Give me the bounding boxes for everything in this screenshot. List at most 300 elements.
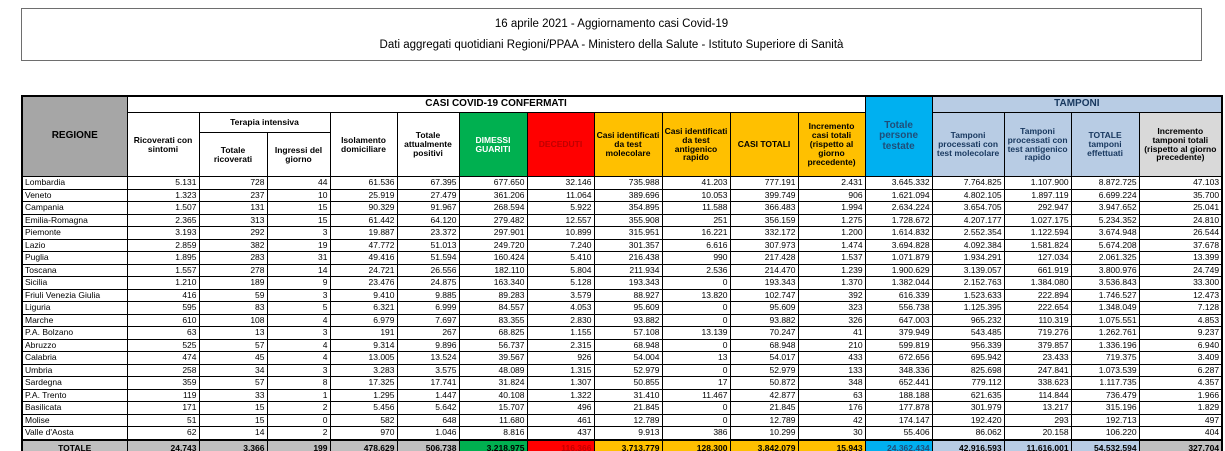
value-cell: 2.830: [527, 314, 594, 327]
col-header-totale-ricoverati: Totale ricoverati: [199, 133, 267, 177]
table-row: [22, 202, 1222, 215]
value-cell: 2.152.763: [932, 277, 1004, 290]
value-cell: 89.283: [459, 289, 527, 302]
value-cell: 4.053: [527, 302, 594, 315]
value-cell: 315.196: [1071, 402, 1139, 415]
value-cell: 1: [267, 389, 330, 402]
value-cell: 496: [527, 402, 594, 415]
table-row: [22, 277, 1222, 290]
value-cell: 1.125.395: [932, 302, 1004, 315]
table-row: [22, 289, 1222, 302]
region-name-cell: Marche: [22, 314, 127, 327]
value-cell: 326: [798, 314, 865, 327]
value-cell: 382: [199, 239, 267, 252]
value-cell: 719.276: [1004, 327, 1071, 340]
value-cell: 4: [267, 314, 330, 327]
value-cell: 595: [127, 302, 199, 315]
col-header-ingressi-del-giorno: Ingressi del giorno: [267, 133, 330, 177]
value-cell: 93.882: [730, 314, 798, 327]
value-cell: 1.239: [798, 264, 865, 277]
value-cell: 379.857: [1004, 339, 1071, 352]
value-cell: 49.416: [330, 252, 397, 265]
value-cell: 356.159: [730, 214, 798, 227]
value-cell: 34: [199, 364, 267, 377]
value-cell: 211.934: [594, 264, 662, 277]
value-cell: 1.447: [397, 389, 459, 402]
value-cell: 237: [199, 189, 267, 202]
value-cell: 556.738: [865, 302, 932, 315]
value-cell: 3.575: [397, 364, 459, 377]
value-cell: 188.188: [865, 389, 932, 402]
group-header-tamponi: TAMPONI: [932, 96, 1222, 113]
value-cell: 1.900.629: [865, 264, 932, 277]
value-cell: 0: [662, 364, 730, 377]
value-cell: 970: [330, 427, 397, 440]
value-cell: 1.348.049: [1071, 302, 1139, 315]
value-cell: 11.064: [527, 189, 594, 202]
col-header-totale-attualmente-positivi: Totale attualmente positivi: [397, 113, 459, 177]
value-cell: 279.482: [459, 214, 527, 227]
value-cell: 392: [798, 289, 865, 302]
value-cell: 59: [199, 289, 267, 302]
value-cell: 1.315: [527, 364, 594, 377]
value-cell: 728: [199, 177, 267, 190]
value-cell: 5.234.352: [1071, 214, 1139, 227]
value-cell: 11.588: [662, 202, 730, 215]
value-cell: 37.678: [1139, 239, 1222, 252]
value-cell: 1.895: [127, 252, 199, 265]
value-cell: 1.557: [127, 264, 199, 277]
value-cell: 27.479: [397, 189, 459, 202]
value-cell: 102.747: [730, 289, 798, 302]
value-cell: 9.913: [594, 427, 662, 440]
value-cell: 1.323: [127, 189, 199, 202]
value-cell: 9.237: [1139, 327, 1222, 340]
value-cell: 3.800.976: [1071, 264, 1139, 277]
value-cell: 293: [1004, 414, 1071, 427]
col-header-terapia-intensiva: Terapia intensiva: [199, 113, 330, 133]
value-cell: 0: [662, 277, 730, 290]
value-cell: 267: [397, 327, 459, 340]
value-cell: 21.845: [594, 402, 662, 415]
value-cell: 6.616: [662, 239, 730, 252]
region-name-cell: P.A. Trento: [22, 389, 127, 402]
value-cell: 119: [127, 389, 199, 402]
value-cell: 67.395: [397, 177, 459, 190]
value-cell: 24.875: [397, 277, 459, 290]
value-cell: 15: [267, 214, 330, 227]
value-cell: 51: [127, 414, 199, 427]
totals-value-cell: 3.842.079: [730, 440, 798, 451]
value-cell: 114.844: [1004, 389, 1071, 402]
value-cell: 1.474: [798, 239, 865, 252]
value-cell: 17.741: [397, 377, 459, 390]
value-cell: 1.027.175: [1004, 214, 1071, 227]
totals-value-cell: 116.366: [527, 440, 594, 451]
value-cell: 15: [199, 414, 267, 427]
value-cell: 23.433: [1004, 352, 1071, 365]
table-row: [22, 302, 1222, 315]
value-cell: 348.336: [865, 364, 932, 377]
col-header-isolamento-domiciliare: Isolamento domiciliare: [330, 113, 397, 177]
region-name-cell: Puglia: [22, 252, 127, 265]
value-cell: 1.122.594: [1004, 227, 1071, 240]
value-cell: 6.699.224: [1071, 189, 1139, 202]
value-cell: 174.147: [865, 414, 932, 427]
value-cell: 525: [127, 339, 199, 352]
value-cell: 677.650: [459, 177, 527, 190]
table-row: [22, 352, 1222, 365]
value-cell: 19: [267, 239, 330, 252]
value-cell: 652.441: [865, 377, 932, 390]
value-cell: 389.696: [594, 189, 662, 202]
value-cell: 61.536: [330, 177, 397, 190]
value-cell: 1.523.633: [932, 289, 1004, 302]
value-cell: 15: [199, 402, 267, 415]
value-cell: 3: [267, 327, 330, 340]
value-cell: 68.825: [459, 327, 527, 340]
value-cell: 1.155: [527, 327, 594, 340]
value-cell: 1.307: [527, 377, 594, 390]
value-cell: 50.855: [594, 377, 662, 390]
value-cell: 7.697: [397, 314, 459, 327]
value-cell: 1.275: [798, 214, 865, 227]
value-cell: 1.829: [1139, 402, 1222, 415]
value-cell: 2.431: [798, 177, 865, 190]
value-cell: 3.579: [527, 289, 594, 302]
value-cell: 12.789: [730, 414, 798, 427]
value-cell: 13: [662, 352, 730, 365]
value-cell: 90.329: [330, 202, 397, 215]
value-cell: 13.217: [1004, 402, 1071, 415]
value-cell: 176: [798, 402, 865, 415]
value-cell: 9.885: [397, 289, 459, 302]
value-cell: 25.919: [330, 189, 397, 202]
col-header-casi-test-molecolare: Casi identificati da test molecolare: [594, 113, 662, 177]
value-cell: 990: [662, 252, 730, 265]
value-cell: 297.901: [459, 227, 527, 240]
value-cell: 51.013: [397, 239, 459, 252]
value-cell: 193.343: [594, 277, 662, 290]
value-cell: 8.872.725: [1071, 177, 1139, 190]
value-cell: 41: [798, 327, 865, 340]
value-cell: 647.003: [865, 314, 932, 327]
value-cell: 2.859: [127, 239, 199, 252]
value-cell: 40.108: [459, 389, 527, 402]
value-cell: 35.700: [1139, 189, 1222, 202]
value-cell: 24.810: [1139, 214, 1222, 227]
value-cell: 4.357: [1139, 377, 1222, 390]
value-cell: 437: [527, 427, 594, 440]
value-cell: 332.172: [730, 227, 798, 240]
region-name-cell: Veneto: [22, 189, 127, 202]
table-row: [22, 389, 1222, 402]
totals-value-cell: 3.218.975: [459, 440, 527, 451]
value-cell: 1.075.551: [1071, 314, 1139, 327]
value-cell: 6.287: [1139, 364, 1222, 377]
value-cell: 192.713: [1071, 414, 1139, 427]
value-cell: 160.424: [459, 252, 527, 265]
value-cell: 10: [267, 189, 330, 202]
value-cell: 3.654.705: [932, 202, 1004, 215]
region-name-cell: Abruzzo: [22, 339, 127, 352]
value-cell: 47.103: [1139, 177, 1222, 190]
value-cell: 301.357: [594, 239, 662, 252]
value-cell: 965.232: [932, 314, 1004, 327]
table-row: [22, 364, 1222, 377]
value-cell: 45: [199, 352, 267, 365]
value-cell: 1.581.824: [1004, 239, 1071, 252]
table-row: [22, 227, 1222, 240]
value-cell: 1.262.761: [1071, 327, 1139, 340]
value-cell: 214.470: [730, 264, 798, 277]
value-cell: 736.479: [1071, 389, 1139, 402]
value-cell: 1.071.879: [865, 252, 932, 265]
value-cell: 1.210: [127, 277, 199, 290]
value-cell: 1.200: [798, 227, 865, 240]
value-cell: 1.994: [798, 202, 865, 215]
value-cell: 610: [127, 314, 199, 327]
totals-value-cell: 15.943: [798, 440, 865, 451]
value-cell: 8.816: [459, 427, 527, 440]
totals-value-cell: 3.366: [199, 440, 267, 451]
value-cell: 15: [267, 202, 330, 215]
bulletin-subtitle: Dati aggregati quotidiani Regioni/PPAA - Ministero della Salute - Istituto Superiore di Sanità: [379, 39, 844, 51]
value-cell: 386: [662, 427, 730, 440]
value-cell: 63: [798, 389, 865, 402]
value-cell: 222.894: [1004, 289, 1071, 302]
value-cell: 86.062: [932, 427, 1004, 440]
col-header-casi-totali: CASI TOTALI: [730, 113, 798, 177]
value-cell: 57: [199, 339, 267, 352]
table-row: [22, 377, 1222, 390]
value-cell: 13.005: [330, 352, 397, 365]
table-row: [22, 239, 1222, 252]
value-cell: 1.728.672: [865, 214, 932, 227]
value-cell: 31.824: [459, 377, 527, 390]
value-cell: 307.973: [730, 239, 798, 252]
value-cell: 0: [267, 414, 330, 427]
value-cell: 3.139.057: [932, 264, 1004, 277]
value-cell: 14: [267, 264, 330, 277]
value-cell: 1.537: [798, 252, 865, 265]
region-name-cell: Valle d'Aosta: [22, 427, 127, 440]
value-cell: 1.322: [527, 389, 594, 402]
value-cell: 11.467: [662, 389, 730, 402]
group-header-casi-confermati: CASI COVID-19 CONFERMATI: [127, 96, 865, 113]
value-cell: 5.922: [527, 202, 594, 215]
value-cell: 474: [127, 352, 199, 365]
value-cell: 2.365: [127, 214, 199, 227]
value-cell: 825.698: [932, 364, 1004, 377]
value-cell: 192.420: [932, 414, 1004, 427]
value-cell: 404: [1139, 427, 1222, 440]
value-cell: 1.507: [127, 202, 199, 215]
value-cell: 62: [127, 427, 199, 440]
value-cell: 313: [199, 214, 267, 227]
col-header-persone-testate: Totale persone testate: [865, 96, 932, 177]
value-cell: 32.146: [527, 177, 594, 190]
value-cell: 906: [798, 189, 865, 202]
value-cell: 1.384.080: [1004, 277, 1071, 290]
value-cell: 191: [330, 327, 397, 340]
value-cell: 39.567: [459, 352, 527, 365]
totals-row: [22, 440, 1222, 451]
value-cell: 68.948: [594, 339, 662, 352]
value-cell: 497: [1139, 414, 1222, 427]
region-name-cell: Piemonte: [22, 227, 127, 240]
value-cell: 3.409: [1139, 352, 1222, 365]
value-cell: 33: [199, 389, 267, 402]
value-cell: 70.247: [730, 327, 798, 340]
region-name-cell: Emilia-Romagna: [22, 214, 127, 227]
value-cell: 3: [267, 364, 330, 377]
bulletin-title: 16 aprile 2021 - Aggiornamento casi Covid-19: [494, 18, 729, 30]
value-cell: 1.746.527: [1071, 289, 1139, 302]
value-cell: 315.951: [594, 227, 662, 240]
value-cell: 57: [199, 377, 267, 390]
table-row: [22, 427, 1222, 440]
table-row: [22, 402, 1222, 415]
value-cell: 17.325: [330, 377, 397, 390]
region-name-cell: Sardegna: [22, 377, 127, 390]
value-cell: 7.764.825: [932, 177, 1004, 190]
value-cell: 23.476: [330, 277, 397, 290]
region-name-cell: Calabria: [22, 352, 127, 365]
value-cell: 648: [397, 414, 459, 427]
value-cell: 672.656: [865, 352, 932, 365]
value-cell: 11.680: [459, 414, 527, 427]
region-name-cell: P.A. Bolzano: [22, 327, 127, 340]
value-cell: 0: [662, 414, 730, 427]
value-cell: 283: [199, 252, 267, 265]
value-cell: 2: [267, 402, 330, 415]
value-cell: 2.634.224: [865, 202, 932, 215]
region-name-cell: Lazio: [22, 239, 127, 252]
value-cell: 355.908: [594, 214, 662, 227]
value-cell: 926: [527, 352, 594, 365]
value-cell: 54.017: [730, 352, 798, 365]
value-cell: 5.804: [527, 264, 594, 277]
value-cell: 9.410: [330, 289, 397, 302]
value-cell: 0: [662, 314, 730, 327]
value-cell: 1.621.094: [865, 189, 932, 202]
value-cell: 1.336.196: [1071, 339, 1139, 352]
value-cell: 2.315: [527, 339, 594, 352]
value-cell: 9: [267, 277, 330, 290]
value-cell: 4.853: [1139, 314, 1222, 327]
value-cell: 2.061.325: [1071, 252, 1139, 265]
covid-data-table: [21, 95, 1223, 451]
value-cell: 93.882: [594, 314, 662, 327]
value-cell: 16.221: [662, 227, 730, 240]
value-cell: 14: [199, 427, 267, 440]
value-cell: 4.802.105: [932, 189, 1004, 202]
col-header-casi-test-antigenico: Casi identificati da test antigenico rapido: [662, 113, 730, 177]
value-cell: 3.694.828: [865, 239, 932, 252]
col-header-incremento-tamponi: Incremento tamponi totali (rispetto al giorno precedente): [1139, 113, 1222, 177]
value-cell: 616.339: [865, 289, 932, 302]
region-name-cell: Toscana: [22, 264, 127, 277]
region-name-cell: Umbria: [22, 364, 127, 377]
value-cell: 13.820: [662, 289, 730, 302]
value-cell: 24.749: [1139, 264, 1222, 277]
value-cell: 4.092.384: [932, 239, 1004, 252]
value-cell: 5.131: [127, 177, 199, 190]
value-cell: 433: [798, 352, 865, 365]
totals-value-cell: 42.916.593: [932, 440, 1004, 451]
value-cell: 30: [798, 427, 865, 440]
value-cell: 12.789: [594, 414, 662, 427]
value-cell: 189: [199, 277, 267, 290]
table-row: [22, 252, 1222, 265]
value-cell: 68.948: [730, 339, 798, 352]
value-cell: 0: [662, 402, 730, 415]
value-cell: 416: [127, 289, 199, 302]
value-cell: 91.967: [397, 202, 459, 215]
region-name-cell: Lombardia: [22, 177, 127, 190]
value-cell: 44: [267, 177, 330, 190]
value-cell: 56.737: [459, 339, 527, 352]
value-cell: 338.623: [1004, 377, 1071, 390]
value-cell: 83.355: [459, 314, 527, 327]
value-cell: 193.343: [730, 277, 798, 290]
value-cell: 3.193: [127, 227, 199, 240]
value-cell: 4: [267, 352, 330, 365]
value-cell: 5.456: [330, 402, 397, 415]
value-cell: 361.206: [459, 189, 527, 202]
value-cell: 42.877: [730, 389, 798, 402]
totals-label-cell: TOTALE: [22, 440, 127, 451]
value-cell: 359: [127, 377, 199, 390]
value-cell: 1.295: [330, 389, 397, 402]
totals-value-cell: 199: [267, 440, 330, 451]
value-cell: 110.319: [1004, 314, 1071, 327]
col-header-tamponi-antigenico: Tamponi processati con test antigenico rapido: [1004, 113, 1071, 177]
value-cell: 41.203: [662, 177, 730, 190]
value-cell: 621.635: [932, 389, 1004, 402]
value-cell: 3.947.652: [1071, 202, 1139, 215]
value-cell: 182.110: [459, 264, 527, 277]
value-cell: 88.927: [594, 289, 662, 302]
value-cell: 6.999: [397, 302, 459, 315]
value-cell: 366.483: [730, 202, 798, 215]
col-header-incremento-casi: Incremento casi totali (rispetto al giorno precedente): [798, 113, 865, 177]
value-cell: 3.674.948: [1071, 227, 1139, 240]
value-cell: 83: [199, 302, 267, 315]
value-cell: 661.919: [1004, 264, 1071, 277]
value-cell: 20.158: [1004, 427, 1071, 440]
value-cell: 106.220: [1071, 427, 1139, 440]
value-cell: 21.845: [730, 402, 798, 415]
value-cell: 177.878: [865, 402, 932, 415]
region-name-cell: Campania: [22, 202, 127, 215]
value-cell: 956.339: [932, 339, 1004, 352]
value-cell: 461: [527, 414, 594, 427]
value-cell: 131: [199, 202, 267, 215]
value-cell: 51.594: [397, 252, 459, 265]
totals-value-cell: 128.300: [662, 440, 730, 451]
value-cell: 1.046: [397, 427, 459, 440]
region-name-cell: Sicilia: [22, 277, 127, 290]
value-cell: 10.053: [662, 189, 730, 202]
value-cell: 222.654: [1004, 302, 1071, 315]
value-cell: 777.191: [730, 177, 798, 190]
value-cell: 108: [199, 314, 267, 327]
value-cell: 6.979: [330, 314, 397, 327]
value-cell: 8: [267, 377, 330, 390]
value-cell: 1.117.735: [1071, 377, 1139, 390]
